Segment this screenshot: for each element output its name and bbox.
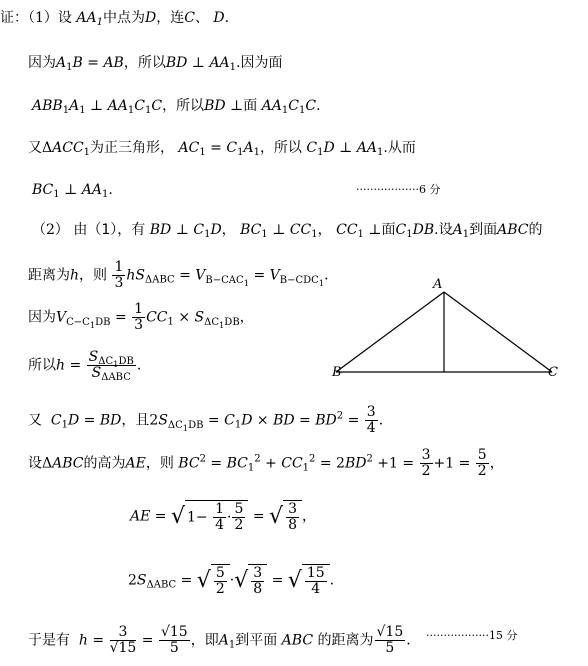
label-c: C	[548, 365, 558, 380]
label-a: A	[433, 277, 443, 292]
line-6: （2） 由（1），有 BD ⊥ $C_1D$， $BC_1$ ⊥ $CC_1$， $CC_1$ ⊥面$C_1DB$.设$A_1$到面ABC的	[32, 222, 543, 240]
side-ac	[444, 292, 552, 372]
final-score: ··················15 分	[426, 629, 518, 642]
line-2: 因为$A_1B$ = AB，所以BD ⊥ $AA_1$.因为面	[28, 55, 283, 73]
label-b: B	[332, 365, 342, 380]
part1-score: ··················6 分	[356, 183, 441, 196]
side-ab	[336, 292, 444, 372]
line-3: $ABB_1A_1$ ⊥ $AA_1C_1C$，所以BD ⊥面 $AA_1C_1C$.	[32, 98, 321, 116]
line-9: 所以h = $S_{\Delta C_1DB}$ $S_{\Delta ABC}$ .	[28, 349, 142, 383]
line-13: $2S_{\Delta ABC}$ = √ $\frac{5}{2}$ ·√ $\frac{3}{8}$ = √ $\frac{15}{4}$ .	[128, 565, 335, 597]
line-12: AE = √ 1− $\frac{1}{4}$ · $\frac{5}{2}$ = √ $\frac{3}{8}$ ，	[130, 501, 316, 533]
line-8: 因为$V_{C-C_1DB}$ = $\frac{1}{3}$ $CC_1 \times S_{\Delta C_1DB}$，	[28, 301, 254, 333]
line-1: 证：（1）设 $AA_1$中点为D，连C、 D.	[0, 10, 230, 28]
part1-num: （1）	[28, 10, 58, 26]
line-14: 于是有 h = $\frac{3}{√15}$ = $\frac{√15}{5}$ ，即$A_1$到平面 ABC 的距离为 $\frac{√15}{5}$ .	[28, 624, 411, 656]
line-11: 设ΔABC的高为AE，则 $BC^2 = BC_1^2 + CC_1^2 = 2BD^2 +1$ = $\frac{3}{2}$ +1 = $\frac{5}{2}$ ，	[28, 447, 504, 479]
line-7: 距离为h，则 $\frac{1}{3}$ $hS_{\Delta ABC} = V_{B-CAC_1} = V_{B-CDC_1}$.	[28, 259, 329, 291]
triangle-figure	[330, 270, 560, 380]
line-10: 又 $C_1D$ = BD，且$2S_{\Delta C_1DB} = C_1D$ × BD = $BD^2$ = $\frac{3}{4}$ .	[28, 404, 384, 436]
proof-label: 证：	[0, 10, 28, 26]
line-5: $BC_1$ ⊥ $AA_1$.	[32, 182, 113, 200]
line-4: 又$\Delta ACC_1$为正三角形， $AC_1 = C_1A_1$，所以 $C_1D$ ⊥ $AA_1$.从而	[28, 140, 416, 158]
